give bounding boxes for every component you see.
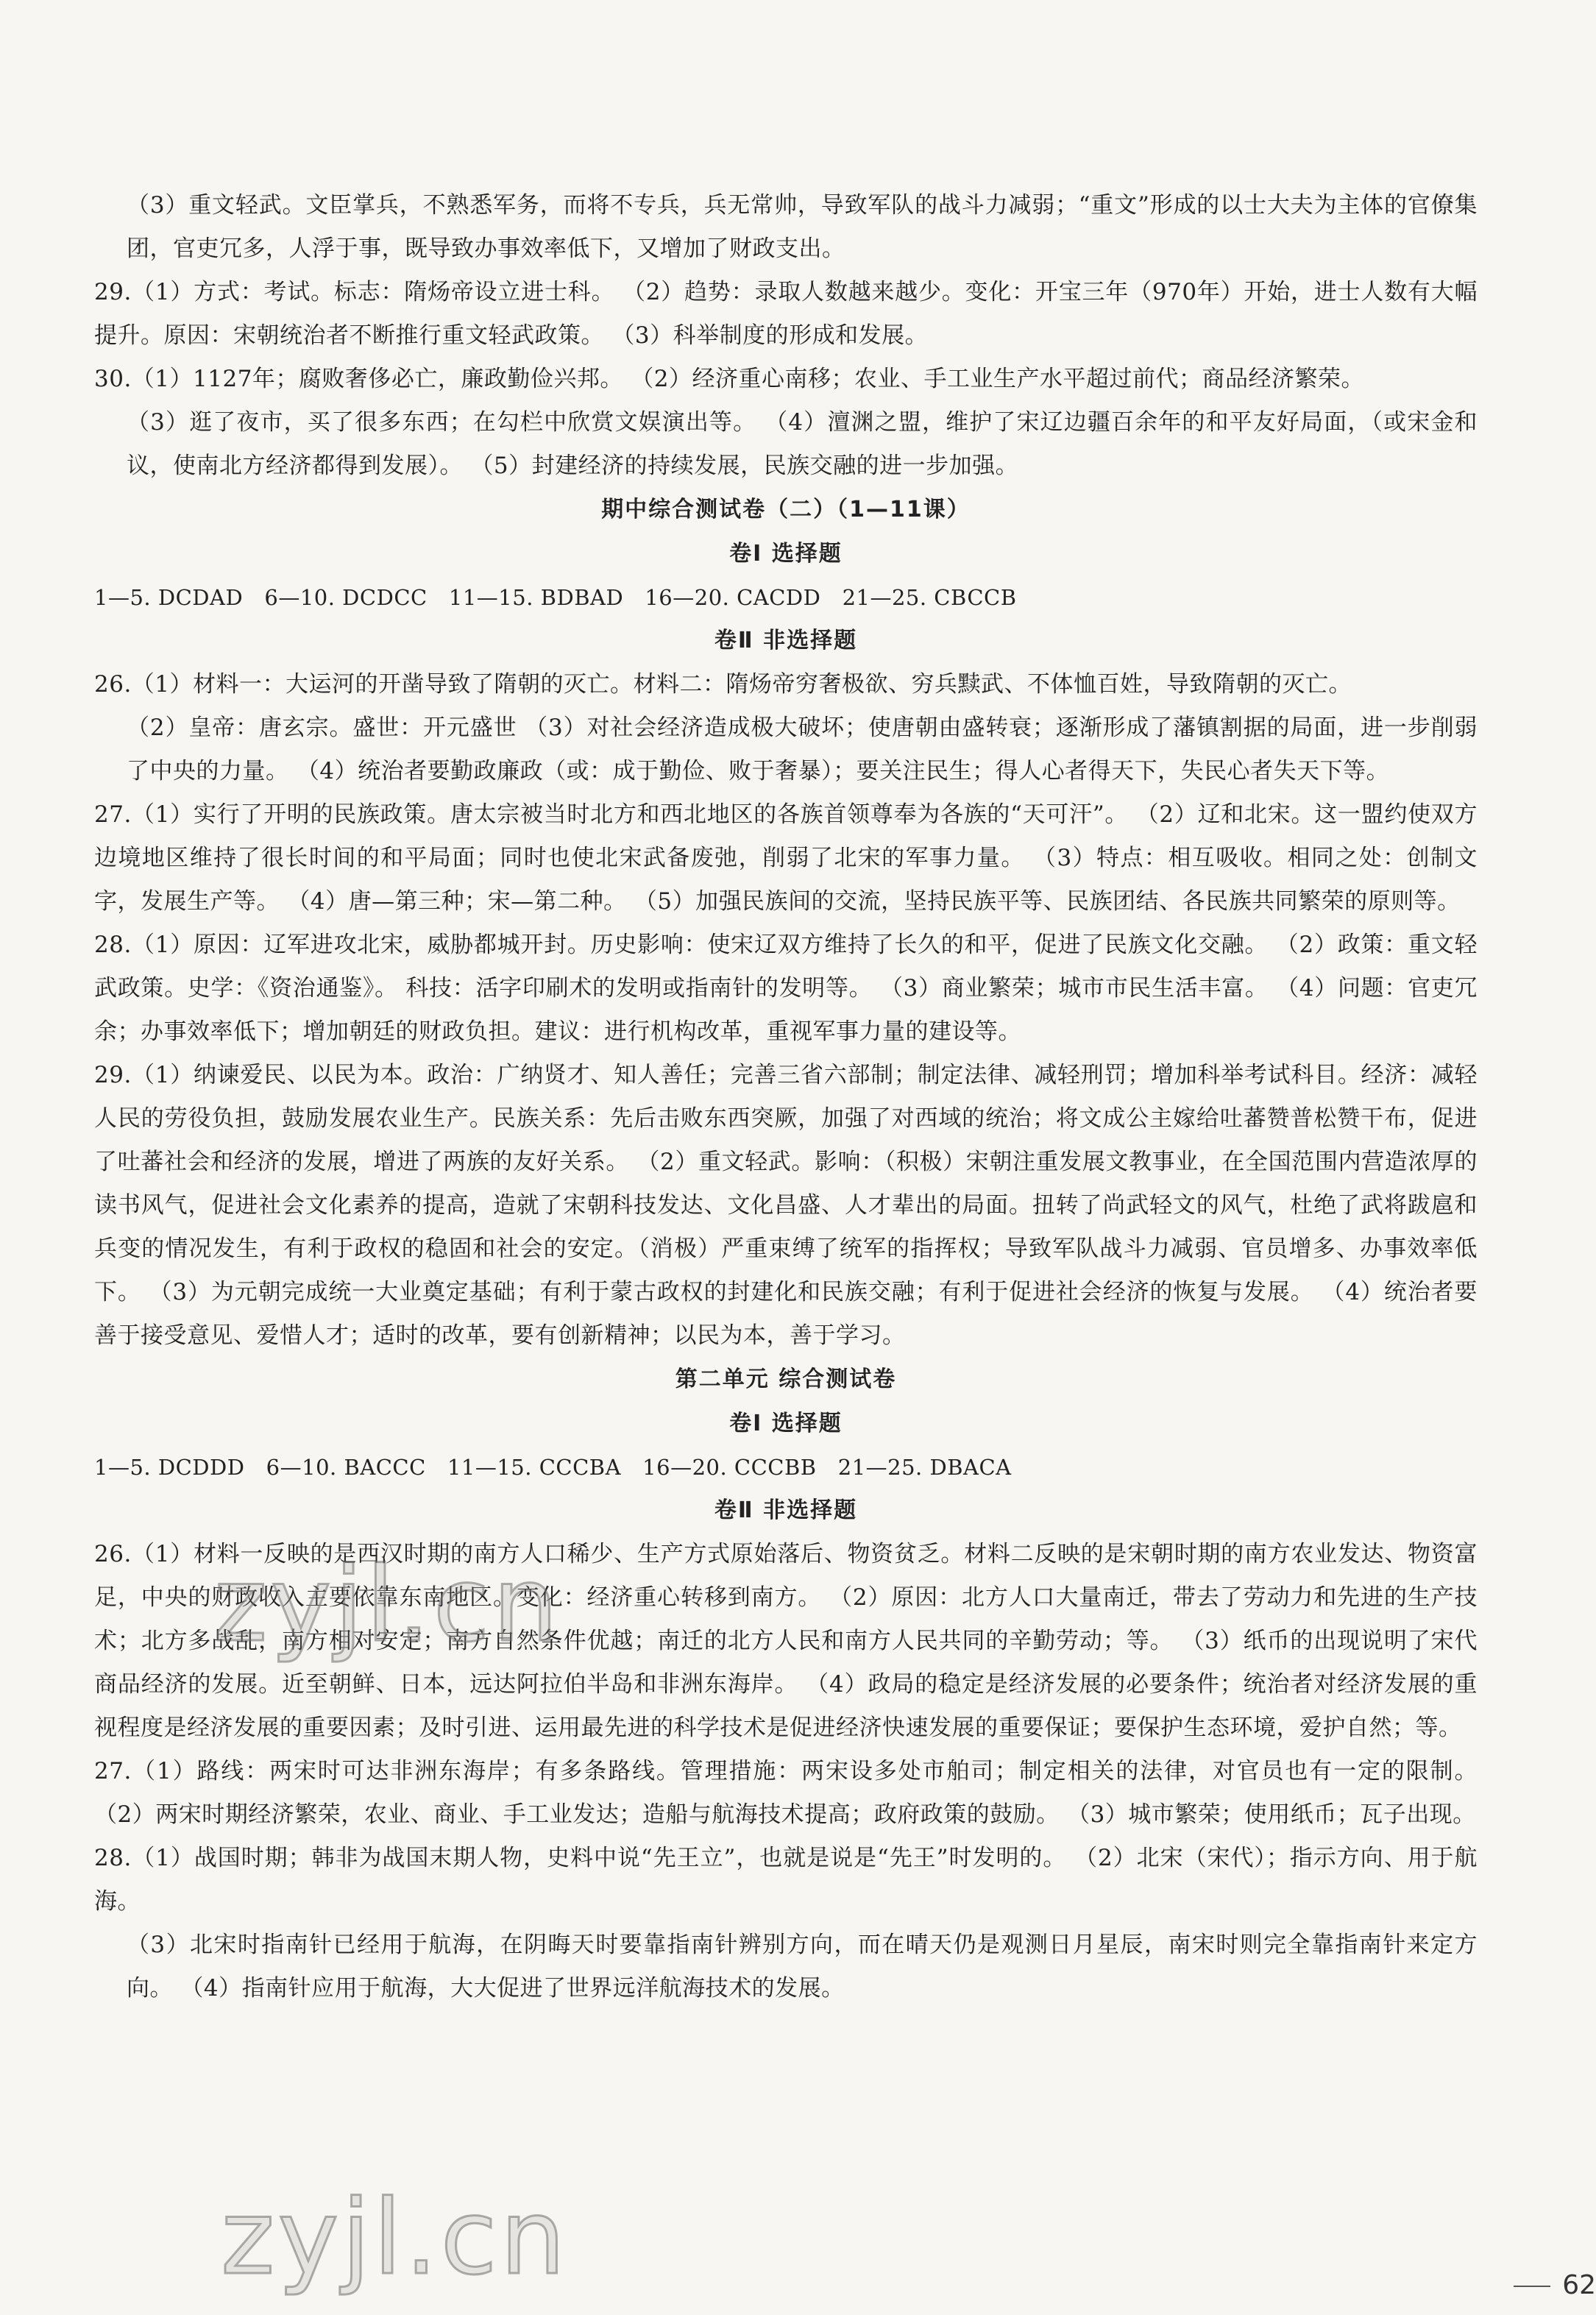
paragraph: 27.（1）实行了开明的民族政策。唐太宗被当时北方和西北地区的各族首领尊奉为各族的“天可汗”。 （2）辽和北宋。这一盟约使双方边境地区维持了很长时间的和平局面；同时也使北宋武备废弛，削弱了北宋的军事力量。 （3）特点：相互吸收。相同之处：创制文字，发展生产等。 （4）唐—第三种；宋—第二种。 （5）加强民族间的交流，坚持民族平等、民族团结、各民族共同繁荣的原则等。 <box>94 801 1478 915</box>
paragraph: 26.（1）材料一反映的是西汉时期的南方人口稀少、生产方式原始落后、物资贫乏。材料二反映的是宋朝时期的南方农业发达、物资富足，中央的财政收入主要依靠东南地区。变化：经济重心转移到南方。 （2）原因：北方人口大量南迁，带去了劳动力和先进的生产技术；北方多战乱，南方相对安定；南方自然条件优越；南迁的北方人民和南方人民共同的辛勤劳动；等。 （3）纸币的出现说明了宋代商品经济的发展。近至朝鲜、日本，远达阿拉伯半岛和非洲东海岸。 （4）政局的稳定是经济发展的必要条件；统治者对经济发展的重视程度是经济发展的重要因素；及时引进、运用最先进的科学技术是促进经济快速发展的重要保证；要保护生态环境，爱护自然；等。 <box>94 1541 1478 1741</box>
page-number <box>1514 2270 1596 2300</box>
paragraph: 30.（1）1127年；腐败奢侈必亡，廉政勤俭兴邦。 （2）经济重心南移；农业、手工业生产水平超过前代；商品经济繁荣。 <box>94 366 1364 392</box>
paragraph: 28.（1）战国时期；韩非为战国末期人物，史料中说“先王立”，也就是说是“先王”时发明的。 （2）北宋（宋代）；指示方向、用于航海。 <box>94 1845 1478 1915</box>
choice-answers: 1—5. DCDAD 6—10. DCDCC 11—15. BDBAD 16—20. CACDD 21—25. CBCCB <box>94 585 1017 610</box>
watermark: zyjl.cn <box>213 1545 561 1665</box>
paragraph: （3）北宋时指南针已经用于航海，在阴晦天时要靠指南针辨别方向，而在晴天仍是观测日月星辰，南宋时则完全靠指南针来定方向。 （4）指南针应用于航海，大大促进了世界远洋航海技术的发展。 <box>127 1932 1478 2002</box>
paragraph: 28.（1）原因：辽军进攻北宋，威胁都城开封。历史影响：使宋辽双方维持了长久的和平，促进了民族文化交融。 （2）政策：重文轻武政策。史学：《资治通鉴》。 科技：活字印刷术的发明或指南针的发明等。 （3）商业繁荣；城市市民生活丰富。 （4）问题：官吏冗余；办事效率低下；增加朝廷的财政负担。建议：进行机构改革，重视军事力量的建设等。 <box>94 932 1478 1045</box>
part-title: 卷Ⅰ 选择题 <box>729 541 843 567</box>
part-title: 卷Ⅱ 非选择题 <box>714 1497 858 1523</box>
section-title: 第二单元 综合测试卷 <box>675 1366 897 1392</box>
section-title: 期中综合测试卷（二）（1—11课） <box>601 497 971 522</box>
paragraph: 29.（1）方式：考试。标志：隋炀帝设立进士科。 （2）趋势：录取人数越来越少。变化：开宝三年（970年）开始，进士人数有大幅提升。原因：宋朝统治者不断推行重文轻武政策。 （3）科举制度的形成和发展。 <box>94 279 1478 349</box>
part-title: 卷Ⅱ 非选择题 <box>714 628 858 653</box>
page-number-text: 62 <box>1562 2270 1596 2300</box>
paragraph: 26.（1）材料一：大运河的开凿导致了隋朝的灭亡。材料二：隋炀帝穷奢极欲、穷兵黩武、不体恤百姓，导致隋朝的灭亡。 <box>94 671 1352 698</box>
paragraph: （3）逛了夜市，买了很多东西；在勾栏中欣赏文娱演出等。 （4）澶渊之盟，维护了宋辽边疆百余年的和平友好局面，（或宋金和议，使南北方经济都得到发展）。 （5）封建经济的持续发展，民族交融的进一步加强。 <box>127 409 1478 479</box>
paragraph: 29.（1）纳谏爱民、以民为本。政治：广纳贤才、知人善任；完善三省六部制；制定法律、减轻刑罚；增加科举考试科目。经济：减轻人民的劳役负担，鼓励发展农业生产。民族关系：先后击败东西突厥，加强了对西域的统治；将文成公主嫁给吐蕃赞普松赞干布，促进了吐蕃社会和经济的发展，增进了两族的友好关系。 （2）重文轻武。影响：（积极）宋朝注重发展文教事业，在全国范围内营造浓厚的读书风气，促进社会文化素养的提高，造就了宋朝科技发达、文化昌盛、人才辈出的局面。扭转了尚武轻文的风气，杜绝了武将跋扈和兵变的情况发生，有利于政权的稳固和社会的安定。（消极）严重束缚了统军的指挥权；导致军队战斗力减弱、官员增多、办事效率低下。 （3）为元朝完成统一大业奠定基础；有利于蒙古政权的封建化和民族交融；有利于促进社会经济的恢复与发展。 （4）统治者要善于接受意见、爱惜人才；适时的改革，要有创新精神；以民为本，善于学习。 <box>94 1062 1478 1349</box>
answer-page <box>94 184 1478 2010</box>
choice-answers: 1—5. DCDDD 6—10. BACCC 11—15. CCCBA 16—20. CCCBB 21—25. DBACA <box>94 1455 1012 1480</box>
watermark: zyjl.cn <box>221 2178 569 2298</box>
paragraph: （3）重文轻武。文臣掌兵，不熟悉军务，而将不专兵，兵无常帅，导致军队的战斗力减弱；“重文”形成的以士大夫为主体的官僚集团，官吏冗多，人浮于事，既导致办事效率低下，又增加了财政支出。 <box>127 192 1478 262</box>
page-number-dash <box>1514 2286 1550 2287</box>
paragraph: 27.（1）路线：两宋时可达非洲东海岸；有多条路线。管理措施：两宋设多处市舶司；制定相关的法律，对官员也有一定的限制。 （2）两宋时期经济繁荣，农业、商业、手工业发达；造船与航海技术提高；政府政策的鼓励。 （3）城市繁荣；使用纸币；瓦子出现。 <box>94 1758 1478 1828</box>
part-title: 卷Ⅰ 选择题 <box>729 1411 843 1436</box>
paragraph: （2）皇帝：唐玄宗。盛世：开元盛世 （3）对社会经济造成极大破坏；使唐朝由盛转衰；逐渐形成了藩镇割据的局面，进一步削弱了中央的力量。 （4）统治者要勤政廉政（或：成于勤俭、败于奢暴）；要关注民生；得人心者得天下，失民心者失天下等。 <box>127 715 1478 784</box>
